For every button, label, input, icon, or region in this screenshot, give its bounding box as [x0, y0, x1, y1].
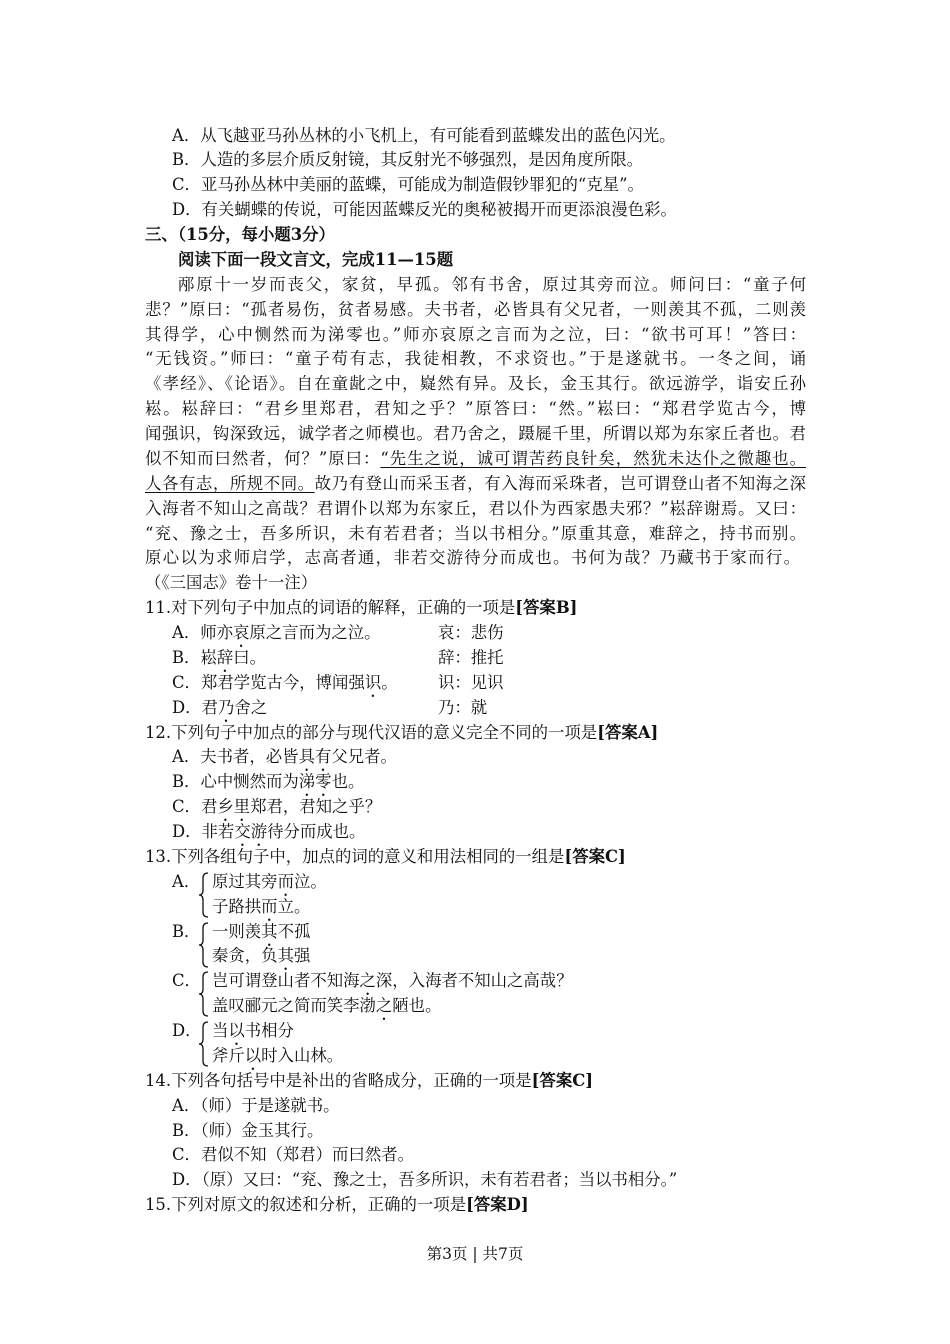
- q13-sentence: [212, 1044, 950, 1069]
- option-text: 强: [293, 946, 311, 966]
- question-14-stem: [145, 1069, 950, 1094]
- question-11-stem: [145, 596, 950, 621]
- dotted-word: 乡里: [217, 797, 251, 817]
- option-label: C．: [172, 971, 201, 991]
- option-text: 斧斤: [212, 1045, 245, 1065]
- passage-line: 入海者不知山之高哉？君谓仆以郑为东家丘，君以仆为西家愚夫邪？”崧辞谢焉。又曰：: [145, 498, 806, 518]
- dotted-word: 涕零: [298, 772, 332, 792]
- curly-brace-icon: [198, 971, 210, 1017]
- question-12-stem: [145, 721, 950, 746]
- passage-text: 故乃有登山而采玉者，有入海而采珠者，岂可谓登山者不知海之深: [314, 473, 807, 493]
- passage-line: 原心以为求师启学，志高者通，非若交游待分而成也。书何为哉？乃藏书于家而行。: [145, 548, 800, 568]
- option-text: 秦贪，负: [212, 946, 278, 966]
- option-label: C．: [172, 672, 201, 692]
- option-text: 崧: [200, 647, 217, 667]
- q13-sentence: [212, 994, 950, 1019]
- dotted-word: 而: [277, 871, 294, 891]
- passage-line: 闻强识，钩深致远，诚学者之师模也。君乃舍之，蹑屣千里，所谓以郑为东家丘者也。君: [145, 424, 806, 443]
- section-instruction: 阅读下面一段文言文，完成11—15题: [178, 249, 454, 269]
- option-text: 曰。: [233, 647, 266, 667]
- option-text: 书相分: [244, 1021, 294, 1040]
- option-text: 父兄者。: [331, 747, 397, 767]
- option-text: 陋也。: [392, 996, 442, 1016]
- passage-line: 崧。崧辞曰：“君乡里郑君，君知之乎？”原答曰：“然。”崧曰：“郑君学览古今，博: [145, 399, 806, 419]
- q13-sentence: [212, 1019, 950, 1044]
- q11-option-d: [172, 696, 950, 721]
- passage-line: 邴原十一岁而丧父，家贫，早孤。邻有书舍，原过其旁而泣。师问曰：“童子何: [178, 274, 806, 294]
- option-label: A．: [172, 623, 201, 642]
- option-text: 君似不知（郑君）而曰然者。: [200, 1145, 415, 1165]
- option-text: （师）金玉其行。: [200, 1120, 324, 1140]
- q14-option-b: [172, 1119, 950, 1144]
- dotted-word: 之: [375, 996, 393, 1016]
- q13-sentence: [212, 969, 950, 994]
- option-text: 有关蝴蝶的传说，可能因蓝蝶反光的奥秘被揭开而更添浪漫色彩。: [201, 200, 677, 220]
- question-15-stem: [145, 1193, 950, 1218]
- q14-option-c: [172, 1143, 950, 1168]
- q11-option-a: [172, 621, 950, 646]
- answer-badge: [答案C]: [531, 1070, 594, 1090]
- q12-option-d: [172, 820, 950, 845]
- option-gloss: 辞：推托: [438, 647, 504, 667]
- answer-badge: [答案B]: [515, 598, 578, 618]
- option-text: 盖叹郦元之简而笑李渤: [212, 996, 376, 1016]
- curly-brace-icon: [198, 922, 210, 968]
- option-text: 不孤: [277, 921, 311, 941]
- option-gloss: 乃：就: [438, 697, 488, 717]
- question-text: 12.下列句子中加点的部分与现代汉语的意义完全不同的一项是: [145, 722, 598, 742]
- dotted-word: 其: [261, 921, 278, 941]
- option-label: C．: [172, 1145, 201, 1165]
- option-text: 时入山林。: [261, 1045, 344, 1065]
- option-text: （原）又曰：“兖、豫之士，吾多所识，未有若君者；当以书相分。”: [201, 1170, 678, 1190]
- option-label: C．: [172, 175, 201, 195]
- option-label: B．: [172, 150, 201, 170]
- option-label: D．: [172, 1021, 202, 1040]
- page-footer: 第3页 | 共7页: [426, 1245, 524, 1263]
- option-label: B．: [172, 647, 201, 667]
- option-text: 非若: [201, 822, 235, 841]
- option-text: 一则羡: [212, 921, 262, 941]
- passage-text: 似不知而曰然者，何？”原曰：: [145, 448, 381, 468]
- dotted-word: 哀: [233, 623, 250, 642]
- q11-option-b: [172, 646, 950, 671]
- dotted-word: 而: [261, 896, 278, 916]
- option-text: 泣。: [293, 871, 327, 891]
- option-label: B．: [172, 1120, 201, 1140]
- answer-badge: [答案A]: [597, 722, 659, 742]
- dotted-word: 交游: [234, 822, 268, 841]
- underlined-sentence: “先生之说，诚可谓苦药良针矣，然犹未达仆之微趣也。: [380, 448, 806, 468]
- passage-line: [145, 472, 806, 497]
- option-text: 岂可谓登山者不知海: [212, 971, 360, 991]
- passage-line: 悲？”原曰：“孤者易伤，贫者易感。夫书者，必皆具有父兄者，一则羡其不孤，二则羡: [145, 299, 806, 319]
- option-text: 当: [212, 1021, 229, 1040]
- answer-badge: [答案D]: [466, 1195, 529, 1215]
- option-label: B．: [172, 921, 201, 941]
- option-text: （师）于是遂就书。: [200, 1095, 340, 1115]
- option-text: 君: [200, 797, 218, 817]
- option-text: 原过其旁: [212, 871, 278, 891]
- prev-option-c: [172, 173, 950, 198]
- option-label: A．: [172, 871, 201, 891]
- curly-brace-icon: [198, 872, 210, 918]
- q13-option-b: [0, 920, 950, 970]
- passage-line: “兖、豫之士，吾多所识，未有若君者；当以书相分。”原重其意，难辞之，持书而别。: [145, 523, 806, 543]
- option-text: 师亦: [200, 623, 234, 642]
- option-text: 郑君学览古今，博闻强: [200, 672, 365, 692]
- dotted-word: 其: [277, 946, 294, 966]
- option-label: D．: [172, 1170, 202, 1190]
- underlined-sentence: 人各有志，所规不同。: [145, 473, 315, 493]
- q13-option-a: [0, 870, 950, 920]
- q12-option-c: [172, 795, 950, 820]
- option-text: 从飞越亚马孙丛林的小飞机上，有可能看到蓝蝶发出的蓝色闪光。: [200, 125, 676, 145]
- answer-badge: [答案C]: [564, 846, 626, 866]
- dotted-word: 识: [364, 672, 382, 692]
- passage-source: （《三国志》卷十一注）: [145, 573, 318, 593]
- dotted-word: 具有: [298, 747, 332, 767]
- option-text: 立。: [277, 896, 311, 916]
- option-label: A．: [172, 125, 201, 145]
- q13-option-d: [0, 1019, 950, 1069]
- option-text: 深，入海者不知山之高哉？: [375, 971, 573, 991]
- prev-option-b: [172, 148, 950, 173]
- dotted-word: 之: [359, 971, 376, 991]
- option-label: C．: [172, 797, 201, 817]
- q11-option-c: [172, 671, 950, 696]
- dotted-word: 辞: [216, 647, 234, 667]
- section-heading: 三、（15分，每小题3分）: [145, 225, 335, 244]
- exam-page-content: [0, 124, 950, 1219]
- question-13-stem: [145, 845, 950, 870]
- q13-sentence: [212, 895, 950, 920]
- q13-sentence: [212, 870, 950, 895]
- option-text: 心中恻然而为: [200, 772, 299, 792]
- dotted-word: 以: [228, 1021, 245, 1040]
- option-text: 亚马孙丛林中美丽的蓝蝶，可能成为制造假钞罪犯的“克星”。: [200, 175, 644, 195]
- option-gloss: 识：见识: [438, 672, 504, 692]
- passage-line: 其得学，心中恻然而为涕零也。”师亦哀原之言而为之泣，曰：“欲书可耳！”答曰：: [145, 324, 806, 344]
- passage-line: 《孝经》、《论语》。自在童龀之中，嶷然有异。及长，金玉其行。欲远游学，诣安丘孙: [145, 374, 806, 394]
- option-text: 郑君，君知之乎？: [250, 797, 382, 817]
- q13-option-c: [0, 969, 950, 1019]
- option-text: 也。: [331, 772, 365, 792]
- option-label: B．: [172, 772, 201, 792]
- option-text: 待分而成也。: [267, 822, 366, 841]
- option-text: 舍之: [234, 697, 268, 717]
- option-text: 夫书者，必皆: [200, 747, 299, 767]
- question-text: 15.下列对原文的叙述和分析，正确的一项是: [145, 1195, 467, 1215]
- prev-option-a: [172, 124, 950, 149]
- option-label: D．: [172, 200, 202, 220]
- prev-option-d: [172, 198, 950, 223]
- option-label: A．: [172, 747, 201, 767]
- q14-option-d: [172, 1168, 950, 1193]
- option-gloss: 哀：悲伤: [438, 623, 504, 642]
- curly-brace-icon: [198, 1021, 210, 1067]
- option-text: 原之言而为之泣。: [249, 623, 381, 642]
- question-text: 11.对下列句子中加点的词语的解释，正确的一项是: [145, 598, 516, 618]
- question-text: 14.下列各句括号中是补出的省略成分，正确的一项是: [145, 1070, 532, 1090]
- option-text: 君: [201, 697, 218, 717]
- option-label: D．: [172, 822, 202, 841]
- passage-line: [145, 447, 806, 472]
- option-text: 子路拱: [212, 896, 262, 916]
- q13-sentence: [212, 920, 950, 945]
- option-label: D．: [172, 697, 202, 717]
- dotted-word: 以: [244, 1045, 262, 1065]
- dotted-word: 乃: [217, 697, 235, 717]
- option-text: 。: [381, 672, 398, 692]
- q12-option-b: [172, 770, 950, 795]
- q12-option-a: [172, 745, 950, 770]
- q13-sentence: [212, 944, 950, 969]
- passage-line: “无钱资。”师曰：“童子苟有志，我徒相教，不求资也。”于是遂就书。一冬之间，诵: [145, 349, 806, 369]
- option-label: A．: [172, 1095, 201, 1115]
- question-text: 13.下列各组句子中，加点的词的意义和用法相同的一组是: [145, 846, 565, 866]
- q14-option-a: [172, 1094, 950, 1119]
- option-text: 人造的多层介质反射镜，其反射光不够强烈，是因角度所限。: [200, 150, 643, 170]
